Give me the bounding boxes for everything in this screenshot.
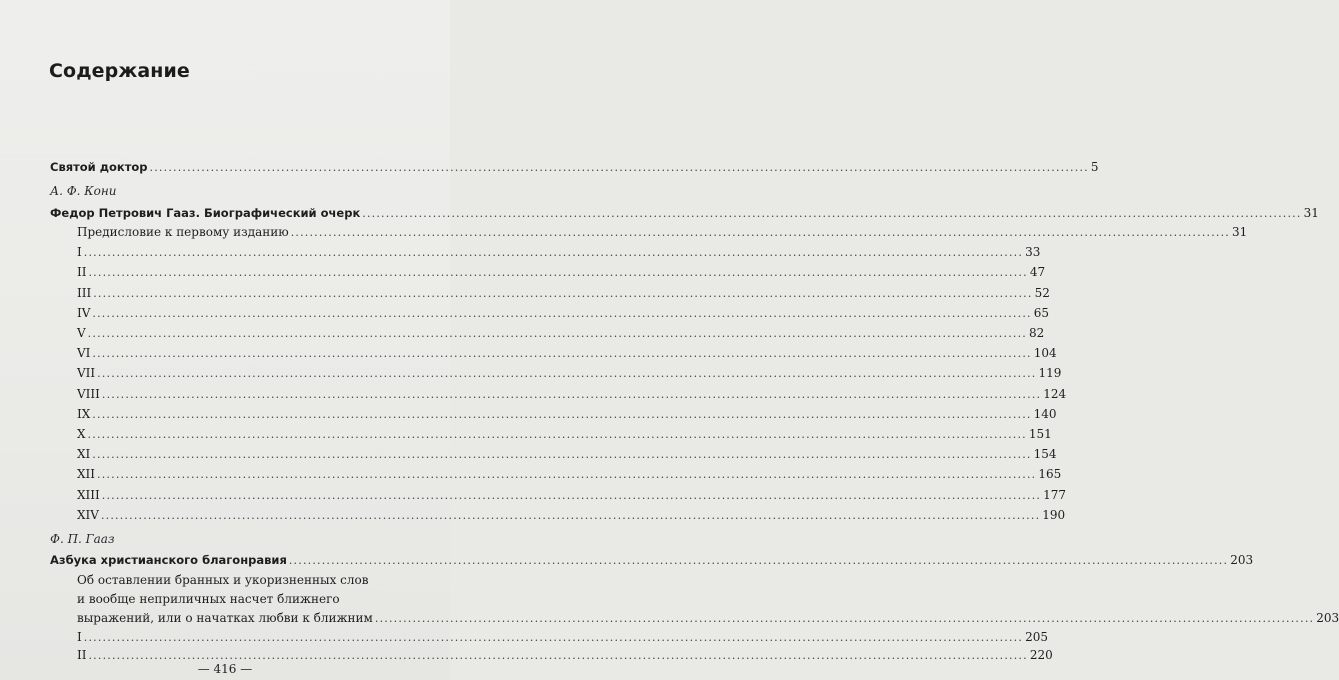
dot-leader: ........................................................................................................................................................................................................ [83,246,1024,259]
toc-entry-page: 151 [1028,427,1052,441]
toc-entry-page: 205 [1025,630,1048,644]
dot-leader: ........................................................................................................................................................................................................ [101,489,1042,502]
toc-entry[interactable] [77,286,1050,301]
toc-entry[interactable] [77,346,1057,361]
dot-leader: ........................................................................................................................................................................................................ [97,468,1037,481]
toc-entry-title: Святой доктор [50,160,148,174]
toc-entry[interactable] [77,326,1045,341]
toc-entry-title: XIV [77,508,99,522]
toc-entry-title-line: и вообще неприличных насчет ближнего [77,592,340,606]
toc-entry[interactable] [77,306,1050,321]
dot-leader: ........................................................................................................................................................................................................ [88,649,1028,662]
toc-entry-page: 140 [1033,407,1057,421]
toc-entry-page: 119 [1038,366,1062,380]
toc-entry[interactable] [77,467,1062,482]
toc-entry-page: 47 [1029,265,1046,279]
toc-entry-title: X [77,427,86,441]
toc-entry-title: XIII [77,488,100,502]
toc-entry[interactable] [50,553,1254,568]
toc-entry[interactable] [77,630,1048,645]
toc-entry-title-line: Об оставлении бранных и укоризненных слов [77,573,369,587]
dot-leader: ........................................................................................................................................................................................................ [97,367,1037,380]
toc-entry[interactable] [77,427,1052,442]
toc-entry-page: 203 [1230,553,1254,567]
dot-leader: ........................................................................................................................................................................................................ [87,327,1027,340]
dot-leader: ........................................................................................................................................................................................................ [100,509,1041,522]
dot-leader: ........................................................................................................................................................................................................ [92,347,1032,360]
toc-entry-title: Азбука христианского благонравия [50,553,287,567]
toc-entry[interactable] [77,245,1041,260]
dot-leader: ........................................................................................................................................................................................................ [92,448,1032,461]
toc-entry-page: 177 [1043,488,1066,502]
toc-entry-page: 82 [1029,326,1045,340]
toc-entry-title: II [77,265,87,279]
dot-leader: ........................................................................................................................................................................................................ [92,307,1032,320]
toc-entry-title: IX [77,407,91,421]
toc-entry-page: 203 [1316,611,1339,625]
toc-entry-title: V [77,326,86,340]
toc-entry[interactable] [77,225,1248,240]
toc-entry-page: 104 [1033,346,1057,360]
page-title: Содержание [49,60,190,82]
toc-entry-page: 165 [1038,467,1062,481]
toc-entry-page: 33 [1025,245,1041,259]
toc-entry-page: 220 [1029,648,1053,662]
dot-leader: ........................................................................................................................................................................................................ [290,226,1231,239]
toc-entry-page: 31 [1232,225,1248,239]
dot-leader: ........................................................................................................................................................................................................ [362,207,1302,220]
toc-entry-title: Предисловие к первому изданию [77,225,289,239]
page-number-footer: — 416 — [197,662,253,676]
toc-entry[interactable] [77,265,1046,280]
dot-leader: ........................................................................................................................................................................................................ [101,388,1042,401]
toc-entry[interactable] [77,447,1057,462]
toc-entry-page: 190 [1042,508,1066,522]
toc-entry[interactable] [50,206,1319,221]
toc-entry[interactable] [77,366,1062,381]
toc-entry-title: I [77,245,82,259]
toc-entry[interactable] [77,508,1066,523]
toc-entry[interactable] [77,488,1066,503]
dot-leader: ........................................................................................................................................................................................................ [288,554,1229,567]
section-author: А. Ф. Кони [50,184,117,198]
toc-entry-title: III [77,286,92,300]
section-author: Ф. П. Гааз [50,532,115,546]
toc-entry-title: VII [77,366,96,380]
dot-leader: ........................................................................................................................................................................................................ [88,266,1028,279]
dot-leader: ........................................................................................................................................................................................................ [87,428,1027,441]
toc-entry-page: 65 [1033,306,1050,320]
toc-entry-page: 5 [1090,160,1099,174]
toc-entry-page: 124 [1043,387,1067,401]
toc-entry-page: 52 [1034,286,1050,300]
toc-entry-title: XI [77,447,91,461]
toc-entry-title: II [77,648,87,662]
toc-entry-title: IV [77,306,91,320]
toc-entry[interactable] [77,387,1067,402]
toc-entry-title: I [77,630,82,644]
dot-leader: ........................................................................................................................................................................................................ [149,161,1089,174]
dot-leader: ........................................................................................................................................................................................................ [92,408,1032,421]
toc-entry-title-line: выражений, или о начатках любви к ближним [77,611,373,625]
toc-entry[interactable] [77,648,1053,663]
toc-entry-title: VI [77,346,91,360]
toc-entry-title: Федор Петрович Гааз. Биографический очерк [50,206,361,220]
dot-leader: ........................................................................................................................................................................................................ [93,287,1033,300]
toc-entry-title: VIII [77,387,100,401]
toc-entry[interactable] [77,407,1057,422]
dot-leader: ........................................................................................................................................................................................................ [83,631,1024,644]
toc-entry[interactable] [77,611,1339,626]
toc-entry[interactable] [50,160,1099,175]
toc-entry-title: XII [77,467,96,481]
toc-entry-page: 154 [1033,447,1057,461]
toc-entry-page: 31 [1303,206,1319,220]
dot-leader: ........................................................................................................................................................................................................ [374,612,1315,625]
